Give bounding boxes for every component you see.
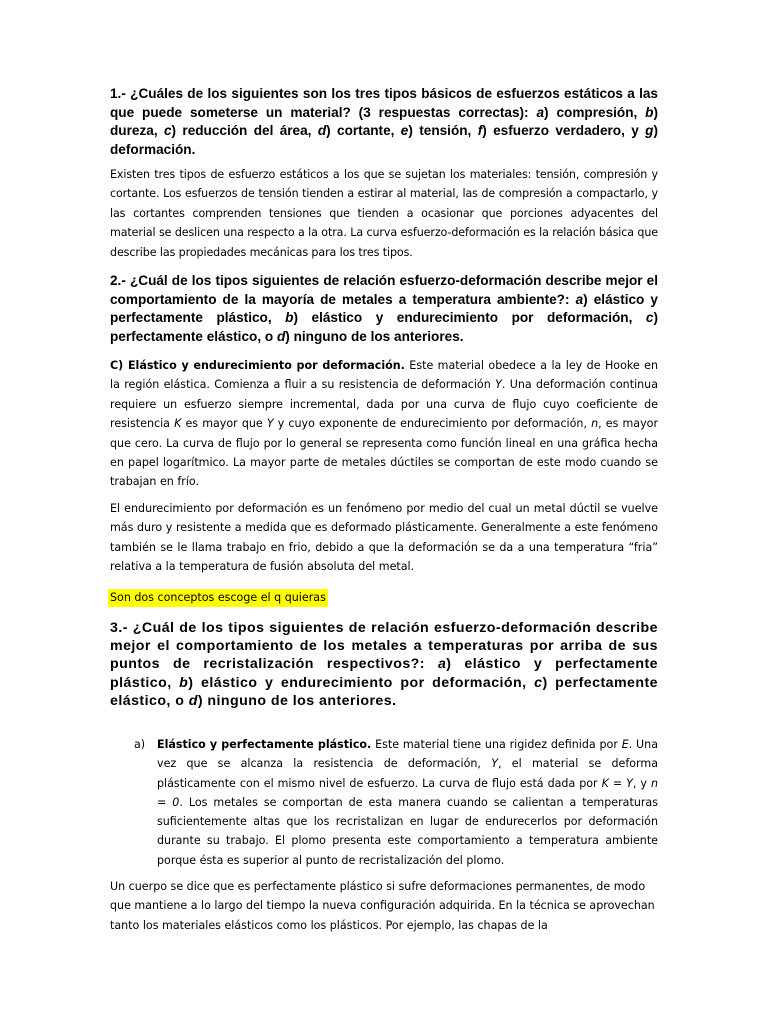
question-1: 1.- ¿Cuáles de los siguientes son los tres tipos básicos de esfuerzos estáticos a las que puede someterse un material? (3 respuestas correctas): a) compresión, b) dureza, c) reducción del área, d) cortante, e) tensión, f) esfuerzo verdadero, y g) deformación. xyxy=(110,86,659,157)
highlighted-note: Son dos conceptos escoge el q quieras xyxy=(108,589,328,607)
list-item-answer-3: Elástico y perfectamente plástico. Este material tiene una rigidez definida por E. Una vez que se alcanza la resistencia de deformación, Y, el material se deforma plásticamente con el mismo nivel de esfuerzo. La curva de flujo está dada por K = Y, y n = 0. Los metales se comportan de esta manera cuando se calientan a temperaturas suficientemente altas que los recristalizan en lugar de endurecerlos por deformación durante su trabajo. El plomo presenta este comportamiento a temperatura ambiente porque ésta es superior al punto de recristalización del plomo. xyxy=(157,738,659,867)
paragraph-strain-hardening-definition: El endurecimiento por deformación es un fenómeno por medio del cual un metal dúctil se vuelve más duro y resistente a medida que es deformado plásticamente. Generalmente a este fenómeno también se le llama trabajo en frio, debido a que la deformación se da a una temperatura “fria” relativa a la temperatura de fusión absoluta del metal. xyxy=(110,502,658,574)
paragraph-strain-hardening-answer: C) Elástico y endurecimiento por deformación. Este material obedece a la ley de Hooke en la región elástica. Comienza a fluir a su resistencia de deformación Y. Una deformación continua requiere un esfuerzo siempre incremental, dada por una curva de flujo cuyo coeficiente de resistencia K es mayor que Y y cuyo exponente de endurecimiento por deformación, n, es mayor que cero. La curva de flujo por lo general se representa como función lineal en una gráfica hecha en papel logarítmico. La mayor parte de metales dúctiles se comportan de este modo cuando se trabajan en frío. xyxy=(110,359,659,489)
list-marker: a) xyxy=(134,738,146,751)
question-2: 2.- ¿Cuál de los tipos siguientes de relación esfuerzo-deformación describe mejor el comportamiento de la mayoría de metales a temperatura ambiente?: a) elástico y perfectamente plástico, b) elástico y endurecimiento por deformación, c) perfectamente elástico, o d) ninguno de los anteriores. xyxy=(110,273,658,344)
question-3: 3.- ¿Cuál de los tipos siguientes de relación esfuerzo-deformación describe mejor el comportamiento de los metales a temperaturas por arriba de sus puntos de recristalización respectivos?: a) elástico y perfectamente plástico, b) elástico y endurecimiento por deformación, c) perfectamente elástico, o d) ninguno de los anteriores. xyxy=(110,620,659,709)
paragraph-perfectly-plastic: Un cuerpo se dice que es perfectamente plástico si sufre deformaciones permanentes, de modo que mantiene a lo largo del tiempo la nueva configuración adquirida. En la técnica se aprovechan tanto los materiales elásticos como los plásticos. Por ejemplo, las chapas de la xyxy=(110,880,655,932)
paragraph-static-stress-types: Existen tres tipos de esfuerzo estáticos a los que se sujetan los materiales: tensión, compresión y cortante. Los esfuerzos de tensión tienden a estirar al material, las de compresión a compactarlo, y las cortantes comprenden tensiones que tienden a ocasionar que porciones adyacentes del material se deslicen una respecto a la otra. La curva esfuerzo-deformación es la relación básica que describe las propiedades mecánicas para los tres tipos. xyxy=(110,168,658,259)
